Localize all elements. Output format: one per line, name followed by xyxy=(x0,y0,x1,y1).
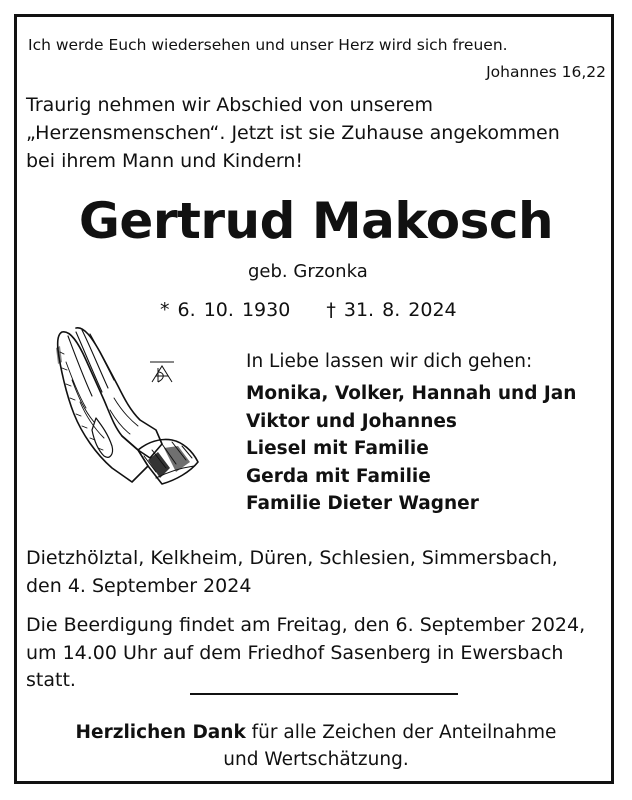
thanks-bold: Herzlichen Dank xyxy=(75,722,246,743)
intro-line: „Herzensmenschen“. Jetzt ist sie Zuhause angekommen xyxy=(26,122,560,144)
monogram-icon xyxy=(150,362,174,382)
funeral-line: um 14.00 Uhr auf dem Friedhof Sasenberg in Ewersbach xyxy=(26,641,564,664)
places-line: Dietzhölztal, Kelkheim, Düren, Schlesien, Simmersbach, xyxy=(26,547,558,569)
intro-line: bei ihrem Mann und Kindern! xyxy=(26,150,304,172)
mourner-name: Monika, Volker, Hannah und Jan xyxy=(246,383,577,404)
funeral-info xyxy=(26,612,585,695)
intro-text xyxy=(26,91,560,175)
mourner-name: Familie Dieter Wagner xyxy=(246,493,479,514)
life-dates xyxy=(160,299,457,321)
intro-line: Traurig nehmen wir Abschied von unserem xyxy=(26,94,433,116)
thanks-line: und Wertschätzung. xyxy=(223,749,409,770)
thanks-text xyxy=(0,719,632,773)
maiden-name: geb. Grzonka xyxy=(248,261,368,282)
funeral-line: statt. xyxy=(26,669,76,691)
birth-date: * 6. 10. 1930 xyxy=(160,299,291,321)
thanks-line xyxy=(0,719,632,746)
date-line: den 4. September 2024 xyxy=(26,575,252,597)
bible-verse: Ich werde Euch wiedersehen und unser Herz wird sich freuen. xyxy=(28,36,508,54)
deceased-name: Gertrud Makosch xyxy=(78,192,554,250)
place-and-date xyxy=(26,544,558,600)
praying-hands-drawing-icon xyxy=(52,322,202,492)
divider-line xyxy=(190,693,458,695)
mourner-name: Viktor und Johannes xyxy=(246,410,457,432)
funeral-line: Die Beerdigung findet am Freitag, den 6. September 2024, xyxy=(26,614,586,636)
mourners-intro: In Liebe lassen wir dich gehen: xyxy=(246,351,533,372)
death-date: † 31. 8. 2024 xyxy=(326,299,457,321)
mourner-name: Liesel mit Familie xyxy=(246,438,429,459)
mourners-list xyxy=(246,380,576,518)
mourner-name: Gerda mit Familie xyxy=(246,465,431,487)
verse-reference: Johannes 16,22 xyxy=(486,63,606,81)
thanks-rest: für alle Zeichen der Anteilnahme xyxy=(245,722,557,743)
